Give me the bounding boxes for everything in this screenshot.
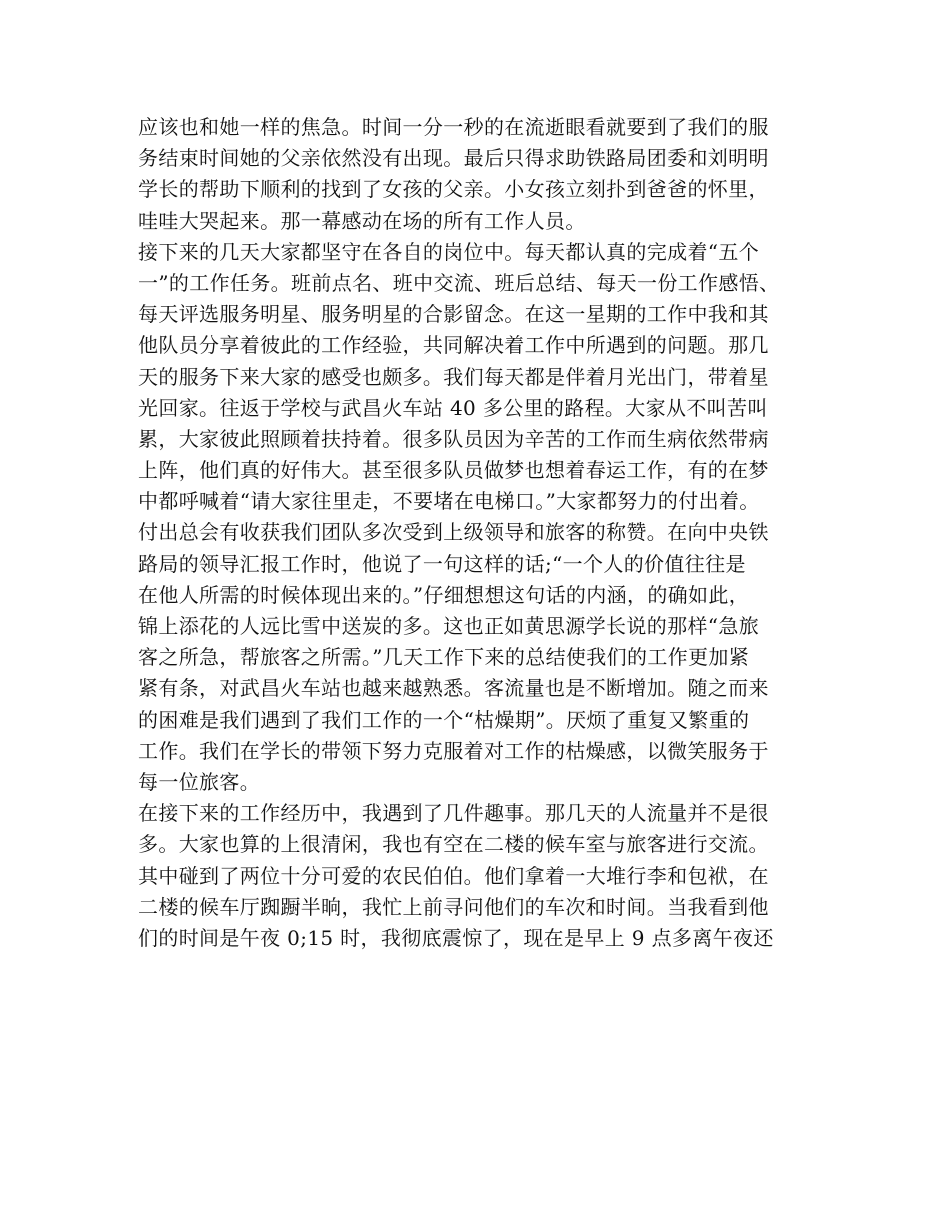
text-line: 多。大家也算的上很清闲，我也有空在二楼的候车室与旅客进行交流。 [138, 832, 769, 857]
text-line: 在他人所需的时候体现出来的。”仔细想想这句话的内涵，的确如此， [138, 582, 750, 607]
text-line: 每一位旅客。 [138, 769, 261, 794]
text-line: 锦上添花的人远比雪中送炭的多。这也正如黄思源学长说的那样“急旅 [138, 614, 760, 638]
text-line: 的困难是我们遇到了我们工作的一个“枯燥期”。厌烦了重复又繁重的 [138, 707, 750, 732]
text-line: 光回家。往返于学校与武昌火车站 40 多公里的路程。大家从不叫苦叫 [138, 395, 768, 420]
text-line: 应该也和她一样的焦急。时间一分一秒的在流逝眼看就要到了我们的服 [138, 115, 769, 139]
text-line: 一”的工作任务。班前点名、班中交流、班后总结、每天一份工作感悟、 [138, 270, 780, 295]
text-line: 天的服务下来大家的感受也颇多。我们每天都是伴着月光出门，带着星 [138, 364, 769, 389]
text-line: 紧有条，对武昌火车站也越来越熟悉。客流量也是不断增加。随之而来 [138, 676, 769, 701]
text-line: 他队员分享着彼此的工作经验，共同解决着工作中所遇到的问题。那几 [138, 333, 769, 358]
text-line: 工作。我们在学长的带领下努力克服着对工作的枯燥感，以微笑服务于 [138, 738, 769, 763]
text-line: 务结束时间她的父亲依然没有出现。最后只得求助铁路局团委和刘明明 [138, 146, 769, 171]
text-line: 接下来的几天大家都坚守在各自的岗位中。每天都认真的完成着“五个 [138, 239, 760, 264]
text-line: 在接下来的工作经历中，我遇到了几件趣事。那几天的人流量并不是很 [138, 801, 769, 826]
document-body [138, 112, 812, 954]
text-line: 付出总会有收获我们团队多次受到上级领导和旅客的称赞。在向中央铁 [138, 520, 769, 545]
text-line: 哇哇大哭起来。那一幕感动在场的所有工作人员。 [138, 208, 586, 233]
text-line: 二楼的候车厅踟蹰半晌，我忙上前寻问他们的车次和时间。当我看到他 [138, 894, 769, 919]
text-line: 上阵，他们真的好伟大。甚至很多队员做梦也想着春运工作，有的在梦 [138, 458, 769, 483]
text-line: 其中碰到了两位十分可爱的农民伯伯。他们拿着一大堆行李和包袱，在 [138, 863, 769, 888]
text-line: 中都呼喊着“请大家往里走，不要堵在电梯口。”大家都努力的付出着。 [138, 489, 760, 514]
text-line: 们的时间是午夜 0;15 时，我彻底震惊了，现在是早上 9 点多离午夜还 [138, 925, 774, 950]
text-line: 客之所急，帮旅客之所需。”几天工作下来的总结使我们的工作更加紧 [138, 645, 750, 670]
text-line: 路局的领导汇报工作时，他说了一句这样的话;“一个人的价值往往是 [138, 551, 746, 576]
text-line: 每天评选服务明星、服务明星的合影留念。在这一星期的工作中我和其 [138, 302, 769, 327]
text-line: 学长的帮助下顺利的找到了女孩的父亲。小女孩立刻扑到爸爸的怀里， [138, 177, 769, 202]
text-line: 累，大家彼此照顾着扶持着。很多队员因为辛苦的工作而生病依然带病 [138, 426, 769, 451]
